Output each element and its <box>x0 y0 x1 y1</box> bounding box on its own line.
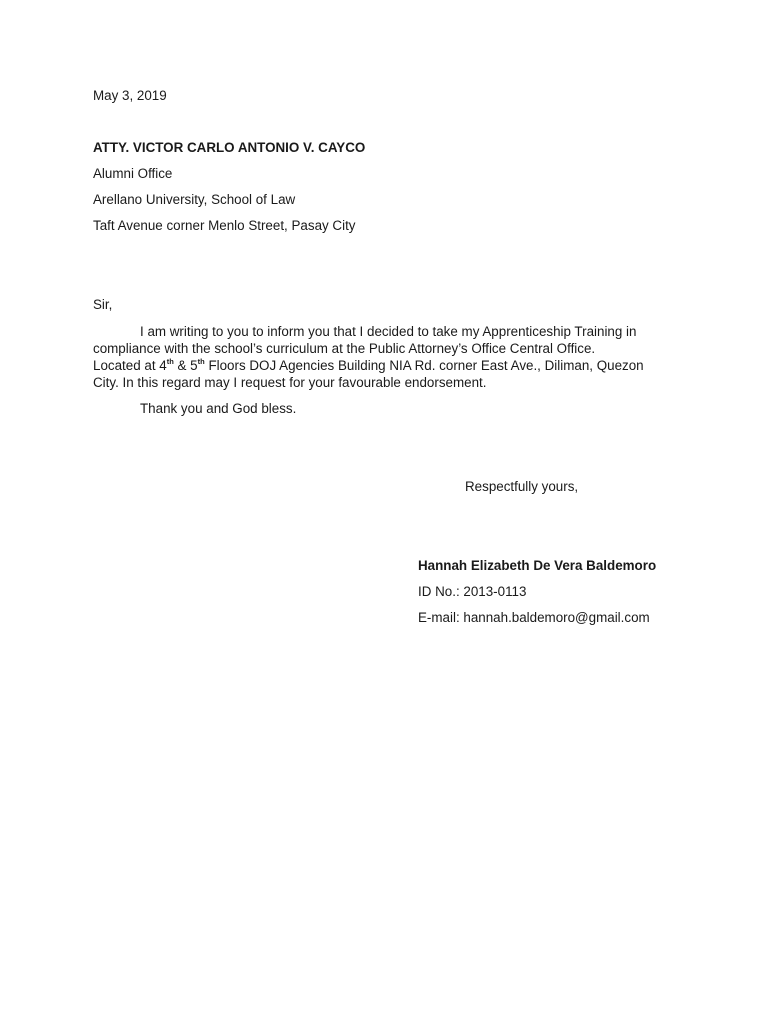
thanks-line: Thank you and God bless. <box>140 401 297 416</box>
signatory-email: E-mail: hannah.baldemoro@gmail.com <box>418 610 650 625</box>
body-line <box>93 357 683 374</box>
body-paragraph <box>93 323 683 391</box>
body-text: Floors DOJ Agencies Building NIA Rd. corner East Ave., Diliman, Quezon <box>204 358 644 373</box>
recipient-address-line: Alumni Office <box>93 166 173 181</box>
signatory-name: Hannah Elizabeth De Vera Baldemoro <box>418 558 657 573</box>
body-line: compliance with the school’s curriculum at the Public Attorney’s Office Central Office. <box>93 341 596 356</box>
recipient-address-line: Arellano University, School of Law <box>93 192 296 207</box>
ordinal-superscript: th <box>166 356 174 366</box>
body-line: I am writing to you to inform you that I decided to take my Apprenticeship Training in <box>140 324 637 339</box>
recipient-name: ATTY. VICTOR CARLO ANTONIO V. CAYCO <box>93 140 366 155</box>
recipient-address-line: Taft Avenue corner Menlo Street, Pasay City <box>93 218 356 233</box>
signatory-id: ID No.: 2013-0113 <box>418 584 527 599</box>
salutation: Sir, <box>93 297 113 312</box>
closing: Respectfully yours, <box>465 479 579 494</box>
ordinal-superscript: th <box>197 356 205 366</box>
letter-date: May 3, 2019 <box>93 88 167 103</box>
body-text: & 5 <box>173 358 198 373</box>
body-text: Located at 4 <box>93 358 167 373</box>
body-line: City. In this regard may I request for your favourable endorsement. <box>93 375 487 390</box>
